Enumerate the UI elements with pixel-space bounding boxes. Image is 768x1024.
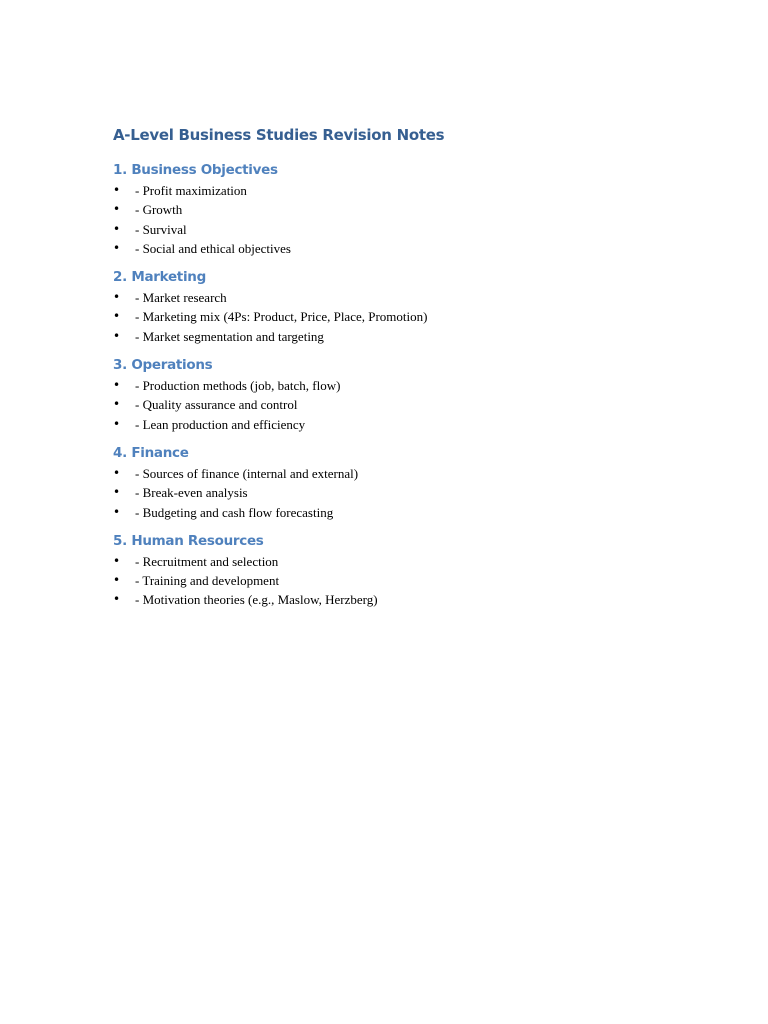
list-item-text: - Market segmentation and targeting (135, 328, 324, 344)
list-item-text: - Budgeting and cash flow forecasting (135, 504, 334, 520)
bullet-icon: • (113, 485, 121, 500)
bullet-icon: • (113, 553, 121, 568)
list-item-text: - Break-even analysis (135, 485, 248, 501)
list-item-text: - Profit maximization (135, 183, 247, 198)
list-item-text: - Training and development (135, 573, 280, 589)
bullet-icon: • (113, 290, 121, 305)
list-item (113, 181, 713, 200)
bullet-icon: • (113, 183, 121, 197)
list-item-text: - Recruitment and selection (135, 553, 279, 569)
section-heading: 2. Marketing (113, 269, 206, 286)
section-finance (113, 444, 713, 522)
list-item (113, 327, 713, 346)
bullet-icon: • (113, 378, 121, 393)
list-item (113, 307, 713, 326)
section-heading: 5. Human Resources (113, 532, 264, 549)
document-title: A-Level Business Studies Revision Notes (113, 126, 445, 144)
bullet-icon: • (113, 465, 121, 480)
list-item-text: - Social and ethical objectives (135, 240, 291, 256)
bullet-icon: • (113, 592, 121, 607)
list-item-text: - Survival (135, 221, 187, 237)
bullet-list (113, 552, 713, 610)
section-operations (113, 356, 713, 434)
list-item (113, 483, 713, 502)
list-item (113, 239, 713, 258)
bullet-list (113, 288, 713, 346)
bullet-icon: • (113, 416, 121, 431)
bullet-icon: • (113, 221, 121, 236)
list-item (113, 200, 713, 219)
section-marketing (113, 268, 713, 346)
list-item (113, 415, 713, 434)
list-item (113, 464, 713, 483)
bullet-icon: • (113, 328, 121, 343)
section-heading: 3. Operations (113, 357, 213, 374)
list-item (113, 395, 713, 414)
bullet-icon: • (113, 397, 121, 412)
section-business-objectives (113, 161, 713, 258)
bullet-icon: • (113, 573, 121, 588)
list-item (113, 552, 713, 571)
list-item-text: - Production methods (job, batch, flow) (135, 378, 341, 394)
list-item-text: - Market research (135, 290, 227, 306)
list-item (113, 288, 713, 307)
bullet-icon: • (113, 240, 121, 255)
bullet-icon: • (113, 202, 121, 217)
list-item (113, 590, 713, 609)
list-item (113, 376, 713, 395)
bullet-list (113, 464, 713, 522)
list-item-text: - Growth (135, 202, 183, 218)
list-item (113, 571, 713, 590)
document-page (113, 125, 713, 620)
bullet-icon: • (113, 309, 121, 324)
list-item (113, 220, 713, 239)
list-item-text: - Sources of finance (internal and external) (135, 465, 359, 481)
list-item (113, 503, 713, 522)
bullet-icon: • (113, 504, 121, 519)
list-item-text: - Lean production and efficiency (135, 416, 306, 432)
bullet-list (113, 376, 713, 434)
bullet-list (113, 181, 713, 258)
list-item-text: - Marketing mix (4Ps: Product, Price, Place, Promotion) (135, 309, 428, 325)
section-heading: 1. Business Objectives (113, 162, 278, 178)
list-item-text: - Motivation theories (e.g., Maslow, Herzberg) (135, 592, 378, 608)
list-item-text: - Quality assurance and control (135, 397, 298, 413)
section-heading: 4. Finance (113, 444, 189, 461)
section-human-resources (113, 532, 713, 610)
